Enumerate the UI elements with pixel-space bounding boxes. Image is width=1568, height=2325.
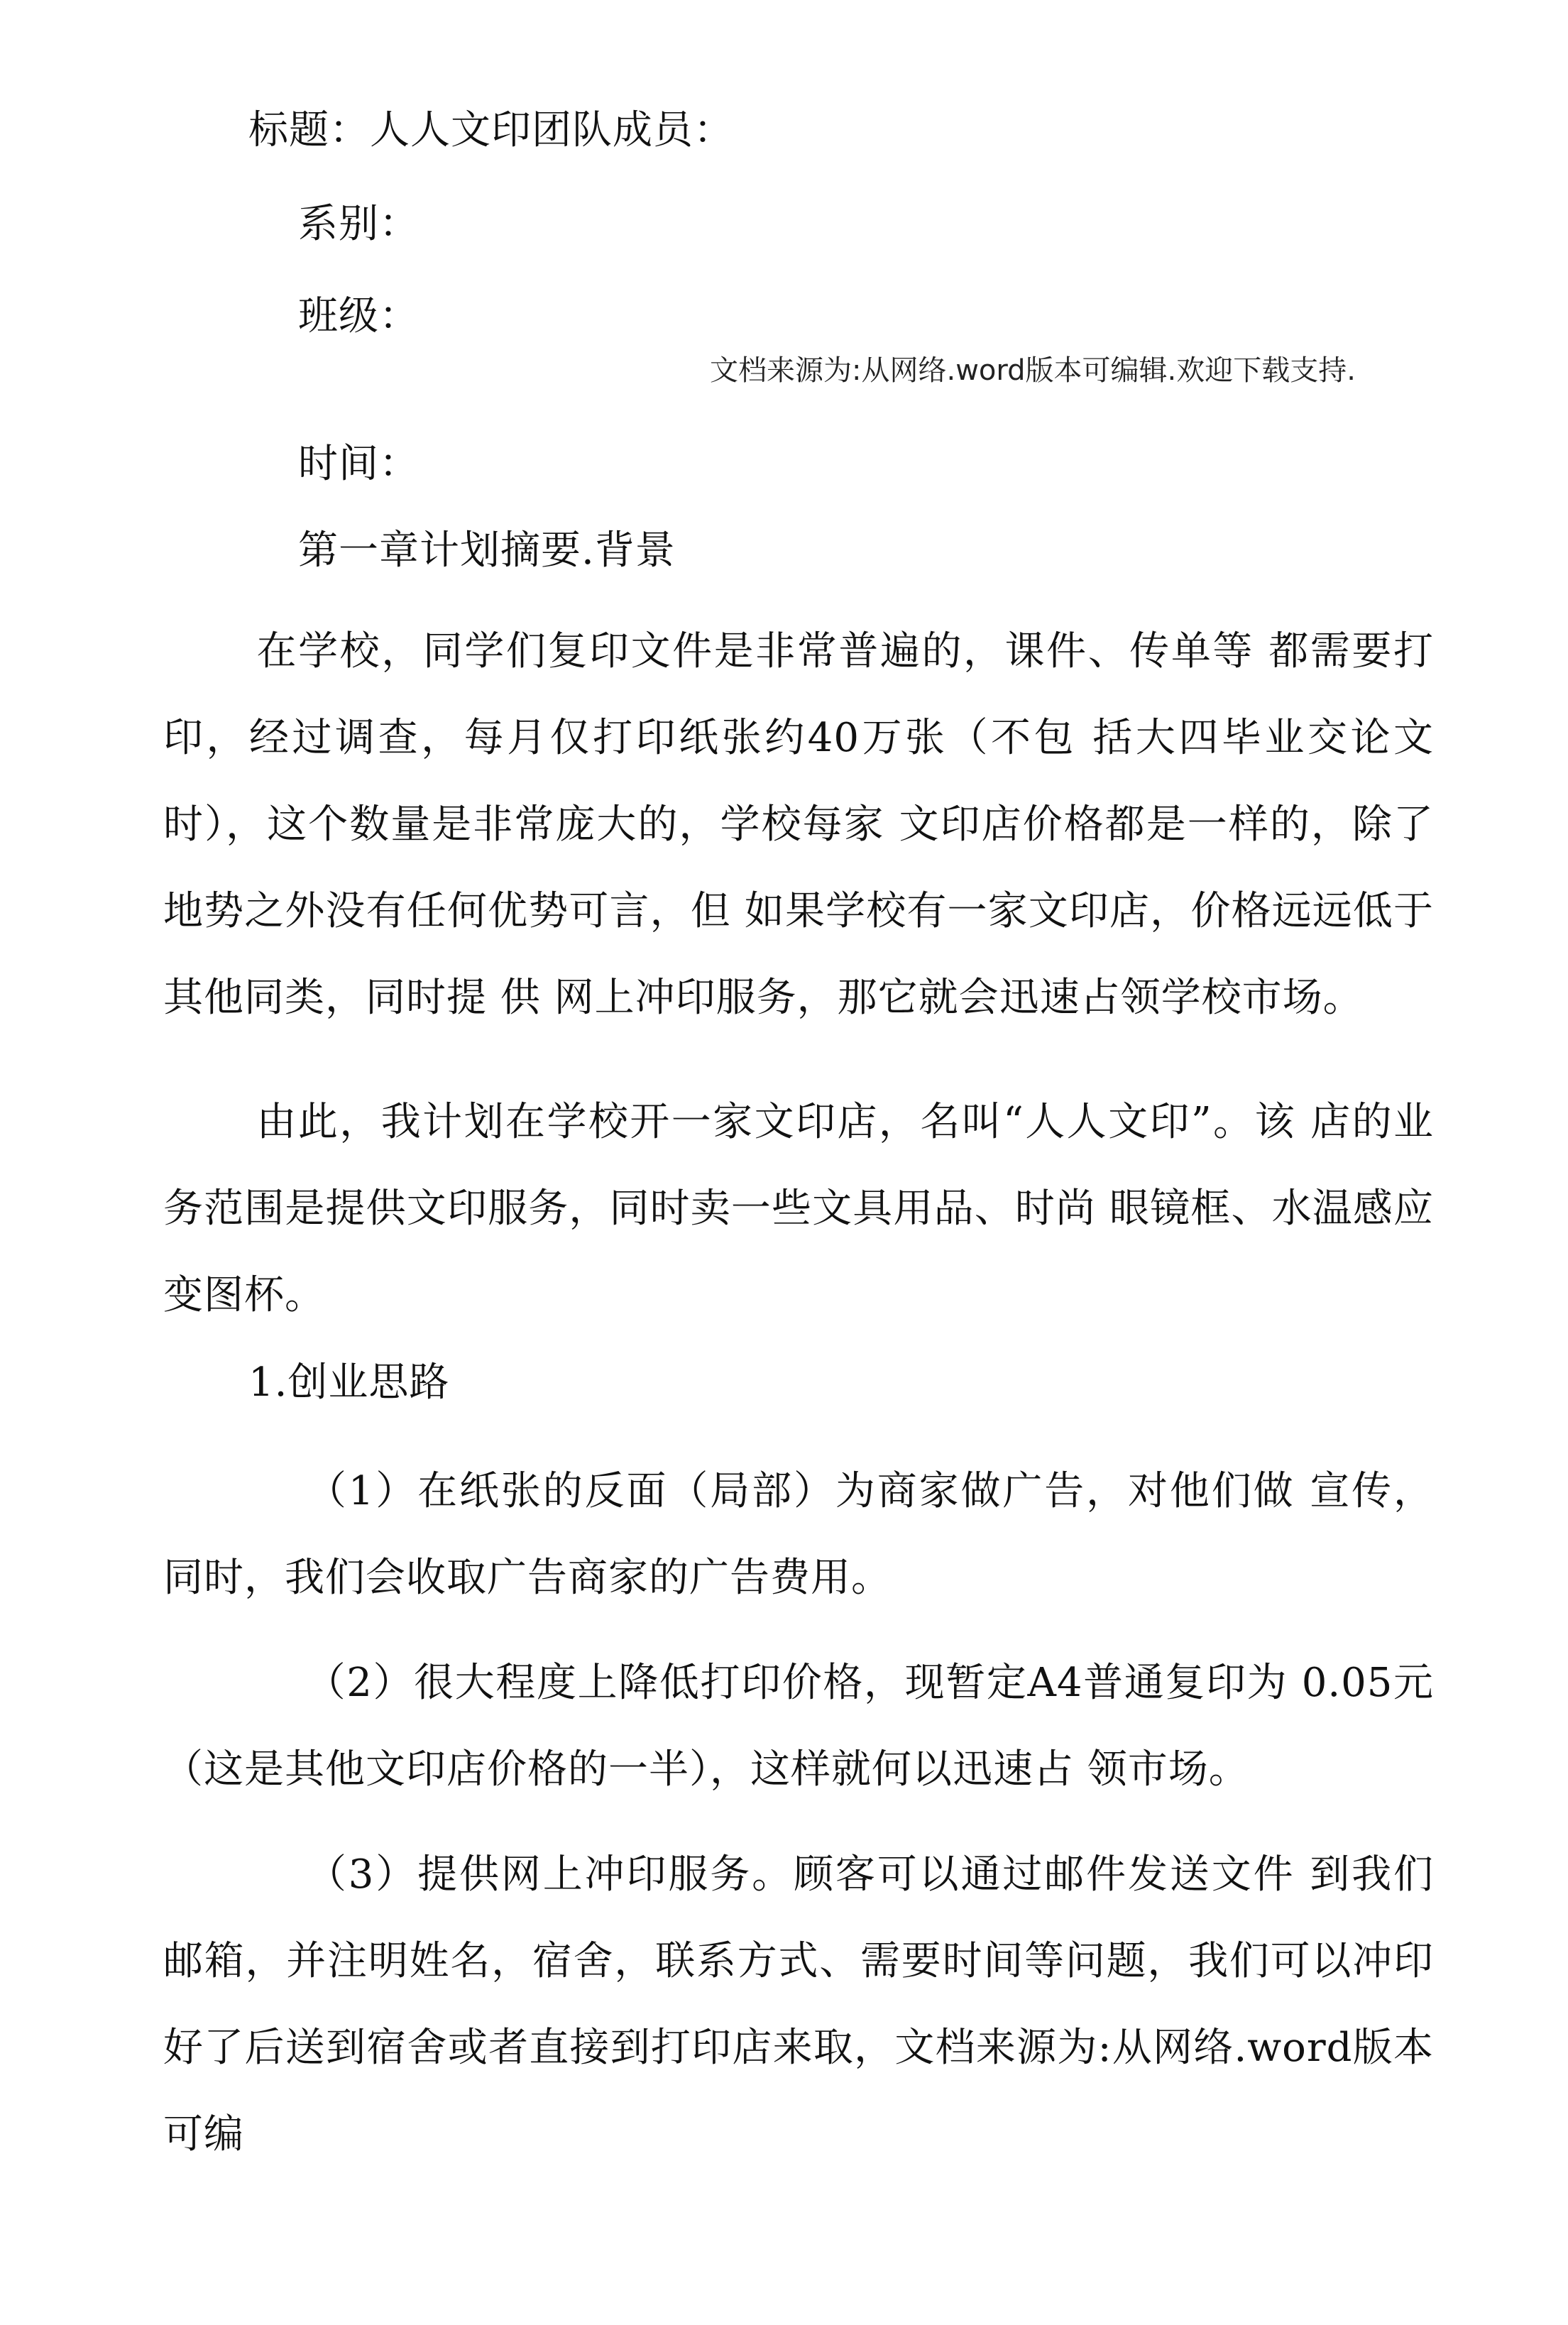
source-note: 文档来源为:从网络.word版本可编辑.欢迎下载支持. [710, 354, 1356, 387]
paragraph-plan [163, 1079, 1434, 1339]
chapter-heading: 第一章计划摘要.背景 [298, 527, 676, 574]
section-heading: 1.创业思路 [248, 1360, 450, 1406]
list-item-2-text: （2）很大程度上降低打印价格，现暂定A4普通复印为 0.05元（这是其他文印店价格的一半），这样就何以迅速占 领市场。 [163, 1660, 1434, 1793]
department-label: 系别： [298, 201, 420, 247]
paragraph-background-text: 在学校，同学们复印文件是非常普遍的，课件、传单等 都需要打印，经过调查，每月仅打印纸张约40万张（不包 括大四毕业交论文时），这个数量是非常庞大的，学校每家 文印店价格都是一样的，除了地势之外没有任何优势可言，但 如果学校有一家文印店，价格远远低于其他同类，同时提 供 网上冲印服务，那它就会迅速占领学校市场。 [163, 628, 1434, 1021]
list-item-1 [163, 1448, 1434, 1621]
paragraph-background [163, 608, 1434, 1041]
paragraph-plan-text: 由此，我计划在学校开一家文印店，名叫“人人文印”。该 店的业务范围是提供文印服务，同时卖一些文具用品、时尚 眼镜框、水温感应变图杯。 [163, 1099, 1434, 1318]
class-label: 班级： [298, 293, 420, 339]
title-line: 标题：人人文印团队成员： [248, 107, 734, 153]
list-item-1-text: （1）在纸张的反面（局部）为商家做广告，对他们做 宣传，同时，我们会收取广告商家的广告费用。 [163, 1468, 1434, 1601]
list-item-3 [163, 1832, 1434, 2178]
list-item-2 [163, 1640, 1434, 1813]
time-label: 时间： [298, 441, 420, 487]
list-item-3-text: （3）提供网上冲印服务。顾客可以通过邮件发送文件 到我们邮箱，并注明姓名，宿舍，联系方式、需要时间等问题，我们可以冲印好了后送到宿舍或者直接到打印店来取，文档来源为:从网络.word版本可编 [163, 1851, 1434, 2157]
